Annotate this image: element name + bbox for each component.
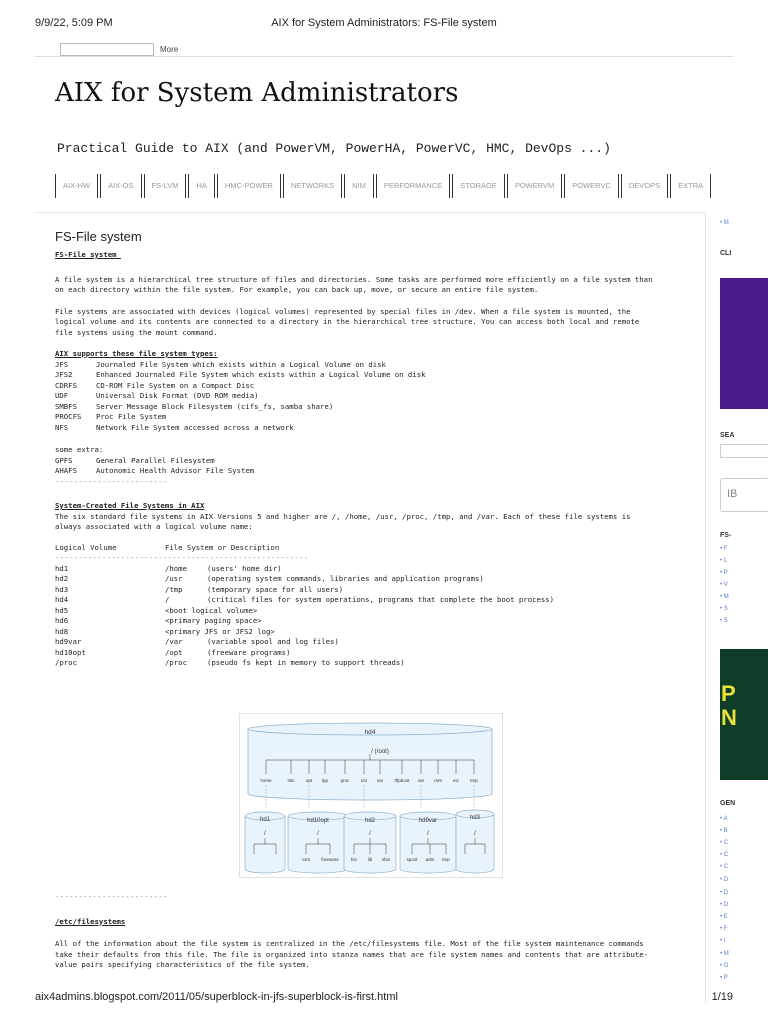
lv-table-header bbox=[55, 543, 695, 554]
sidebar-link[interactable]: • S bbox=[720, 606, 728, 612]
subdir-label: adm bbox=[425, 857, 435, 862]
root-label: / (root) bbox=[371, 749, 389, 755]
subdir-label: lib bbox=[367, 857, 373, 862]
dir-label: home bbox=[260, 778, 272, 783]
nav-tab-extra[interactable]: EXTRA bbox=[670, 174, 711, 198]
sidebar-link[interactable]: • L bbox=[720, 558, 728, 564]
extra-fs-row: GPFS General Parallel Filesystem bbox=[55, 455, 215, 465]
sidebar-link[interactable]: • P bbox=[720, 975, 728, 981]
nav-tab-devops[interactable]: DEVOPS bbox=[621, 174, 668, 198]
nav-tab-fs-lvm[interactable]: FS-LVM bbox=[144, 174, 187, 198]
post-heading: FS-File system bbox=[55, 250, 121, 259]
blog-title[interactable]: AIX for System Administrators bbox=[55, 78, 459, 108]
page-url: aix4admins.blogspot.com/2011/05/superblock-in-jfs-superblock-is-first.html bbox=[35, 991, 398, 1003]
hd4-label: hd4 bbox=[364, 729, 376, 736]
sidebar-link[interactable]: • D bbox=[720, 890, 729, 896]
sidebar-link[interactable]: • C bbox=[720, 852, 729, 858]
dir-label: lpp bbox=[321, 778, 329, 783]
dir-label: var bbox=[376, 778, 384, 783]
nav-tab-nim[interactable]: NIM bbox=[344, 174, 374, 198]
sidebar-link[interactable]: • F bbox=[720, 926, 728, 932]
dir-label: var bbox=[417, 778, 425, 783]
print-header bbox=[0, 17, 768, 31]
dir-label: opt bbox=[305, 778, 313, 783]
sidebar-search-input[interactable] bbox=[720, 444, 768, 458]
sidebar-heading: SEA bbox=[720, 432, 735, 439]
sidebar-divider bbox=[705, 212, 706, 1002]
fs-col-header: File System or Description bbox=[165, 542, 280, 552]
content-divider bbox=[35, 212, 705, 213]
fs-type-row: PROCFS Proc File System bbox=[55, 412, 167, 421]
sidebar-search-field[interactable]: IB bbox=[720, 478, 768, 512]
sidebar-link[interactable]: • M bbox=[720, 594, 729, 600]
table-row: hd6 <primary paging space> bbox=[55, 616, 262, 625]
hd4-cylinder-body bbox=[248, 729, 492, 800]
nav-tab-powervm[interactable]: POWERVM bbox=[507, 174, 562, 198]
dir-label: proc bbox=[340, 778, 350, 783]
nav-tab-ha[interactable]: HA bbox=[188, 174, 214, 198]
nav-tab-hmc-power[interactable]: HMC-POWER bbox=[217, 174, 281, 198]
sidebar-link[interactable]: • C bbox=[720, 840, 729, 846]
svg-text:/: / bbox=[369, 831, 371, 837]
table-row: /proc /proc (pseudo fs kept in memory to support threads) bbox=[55, 658, 405, 667]
svg-text:/: / bbox=[317, 831, 319, 837]
subdir-label: spool bbox=[406, 857, 418, 862]
sidebar-link[interactable]: • M bbox=[720, 220, 729, 226]
sidebar-link[interactable]: • A bbox=[720, 816, 728, 822]
nav-tab-powervc[interactable]: POWERVC bbox=[564, 174, 619, 198]
dir-label: etc bbox=[452, 778, 460, 783]
nav-tab-storage[interactable]: STORAGE bbox=[452, 174, 505, 198]
fs-type-row: SMBFS Server Message Block Filesystem (cifs_fs, samba share) bbox=[55, 401, 334, 411]
nav-tab-performance[interactable]: PERFORMANCE bbox=[376, 174, 450, 198]
table-row: hd10opt /opt (freeware programs) bbox=[55, 647, 291, 657]
sidebar-link[interactable]: • P bbox=[720, 570, 728, 576]
volume-label: hd9var bbox=[418, 818, 438, 824]
system-fs-heading: System-Created File Systems in AIX bbox=[55, 501, 205, 510]
svg-text:/: / bbox=[427, 831, 429, 837]
table-row: hd9var /var (variable spool and log files) bbox=[55, 637, 339, 646]
volume-label: hd1 bbox=[259, 817, 271, 823]
nav-tabs bbox=[55, 174, 713, 198]
post-body-continued bbox=[55, 892, 695, 971]
nav-tab-aix-os[interactable]: AIX-OS bbox=[100, 174, 141, 198]
print-footer bbox=[0, 991, 768, 1005]
sidebar-link[interactable]: • O bbox=[720, 963, 729, 969]
fs-type-row: JFS Journaled File System which exists within a Logical Volume on disk bbox=[55, 359, 386, 369]
fs-type-row: UDF Universal Disk Format (DVD ROM media) bbox=[55, 391, 259, 400]
svg-text:/: / bbox=[264, 831, 266, 837]
filesystem-tree-diagram bbox=[239, 713, 503, 878]
subdir-label: sbin bbox=[381, 857, 391, 862]
hd1-cylinder bbox=[245, 816, 285, 873]
dir-label: tmp bbox=[470, 778, 478, 783]
volume-label: hd3 bbox=[469, 815, 481, 821]
sidebar-promo-banner[interactable]: P N bbox=[720, 649, 768, 780]
print-datetime: 9/9/22, 5:09 PM bbox=[35, 17, 113, 29]
sidebar-link[interactable]: • V bbox=[720, 582, 728, 588]
dir-label: usr bbox=[360, 778, 368, 783]
table-row: hd2 /usr (operating system commands, libraries and application programs) bbox=[55, 574, 484, 583]
separator-line: ------------------------ bbox=[55, 476, 168, 486]
fs-types-heading: AIX supports these file system types: bbox=[55, 349, 218, 358]
fs-types-list bbox=[55, 360, 695, 434]
extra-label: some extra: bbox=[55, 445, 104, 454]
blog-search-input[interactable] bbox=[60, 43, 154, 56]
print-page-title: AIX for System Administrators: FS-File system bbox=[271, 17, 497, 29]
hd10opt-cylinder bbox=[288, 816, 348, 873]
table-row: hd8 <primary JFS or JFS2 log> bbox=[55, 626, 275, 636]
lv-col-header: Logical Volume bbox=[55, 542, 117, 552]
post-title: FS-File system bbox=[55, 229, 142, 244]
subdir-label: csm bbox=[301, 857, 311, 862]
dir-label: stin bbox=[287, 778, 295, 783]
etc-filesystems-paragraph: All of the information about the file system is centralized in the /etc/filesystems file. Most of the file system maintenance commands take their defaults from this file. The file is organized into stanza names that are file system names and contents that are attribute- value pairs specifying characteristics of the file system. bbox=[55, 939, 649, 969]
more-link[interactable]: More bbox=[160, 45, 179, 54]
nav-tab-networks[interactable]: NETWORKS bbox=[283, 174, 342, 198]
table-row: hd4 / (critical files for system operations, programs that complete the boot process) bbox=[55, 595, 555, 604]
sidebar-heading: CLI bbox=[720, 250, 732, 257]
table-row: hd5 <boot logical volume> bbox=[55, 605, 258, 615]
fs-type-row: CDRFS CD-ROM File System on a Compact Disc bbox=[55, 380, 255, 390]
svg-text:/: / bbox=[474, 831, 476, 837]
volume-label: hd10opt bbox=[307, 818, 329, 824]
etc-filesystems-heading: /etc/filesystems bbox=[55, 916, 126, 926]
lv-table-rule: ------------------------------------------------------ bbox=[55, 553, 309, 562]
sidebar-link[interactable]: • E bbox=[720, 914, 728, 920]
page-number: 1/19 bbox=[711, 991, 733, 1003]
sidebar-link[interactable]: • F bbox=[720, 546, 728, 552]
volume-label: hd2 bbox=[364, 818, 376, 824]
sidebar-link[interactable]: • B bbox=[720, 828, 728, 834]
nav-tab-aix-hw[interactable]: AIX-HW bbox=[55, 174, 98, 198]
sidebar-link[interactable]: • D bbox=[720, 877, 729, 883]
system-fs-paragraph: The six standard file systems in AIX Versions 5 and higher are /, /home, /usr, /proc, /tmp, and /var. Each of these file systems is always associated with a logical volume name: bbox=[55, 511, 631, 531]
dir-label: mnt bbox=[434, 778, 442, 783]
fs-type-row: JFS2 Enhanced Journaled File System which exists within a Logical Volume on disk bbox=[55, 370, 426, 379]
sidebar bbox=[713, 212, 768, 1002]
sidebar-link[interactable]: • M bbox=[720, 951, 729, 957]
header-divider bbox=[35, 56, 733, 57]
devices-paragraph: File systems are associated with devices (logical volumes) represented by special files in /dev. When a file system is mounted, the logical volume and its contents are connected to a directory in the hierarchical tree structure. You can access both local and remote file systems using the mount command. bbox=[55, 306, 640, 337]
sidebar-link[interactable]: • D bbox=[720, 902, 729, 908]
intro-paragraph: A file system is a hierarchical tree structure of files and directories. Some tasks are performed more efficiently on a file system than on each directory within the file system. For example, you can back up, move, or secure an entire file system. bbox=[55, 274, 653, 294]
subdir-label: tmp bbox=[442, 857, 450, 862]
subdir-label: bin bbox=[350, 857, 358, 862]
subdir-label: freeware bbox=[321, 857, 339, 862]
sidebar-link[interactable]: • C bbox=[720, 864, 729, 870]
sidebar-heading: GEN bbox=[720, 800, 736, 807]
lv-table bbox=[55, 564, 695, 669]
blog-description: Practical Guide to AIX (and PowerVM, PowerHA, PowerVC, HMC, DevOps ...) bbox=[57, 141, 611, 156]
fs-type-row: NFS Network File System accessed across a network bbox=[55, 422, 294, 432]
sidebar-link[interactable]: • I bbox=[720, 938, 726, 944]
post-body bbox=[55, 250, 695, 669]
extra-fs-row: AHAFS Autonomic Health Advisor File System bbox=[55, 466, 255, 475]
dir-label: tftpboot bbox=[394, 778, 410, 783]
hd9var-cylinder bbox=[400, 816, 456, 873]
table-row: hd3 /tmp (temporary space for all users) bbox=[55, 584, 344, 594]
separator-line: ------------------------ bbox=[55, 892, 168, 901]
filesystem-tree-svg bbox=[240, 714, 502, 877]
sidebar-link[interactable]: • S bbox=[720, 618, 728, 624]
sidebar-ad-banner[interactable] bbox=[720, 278, 768, 409]
table-row: hd1 /home (users' home dir) bbox=[55, 563, 282, 573]
sidebar-heading: FS- bbox=[720, 532, 732, 539]
